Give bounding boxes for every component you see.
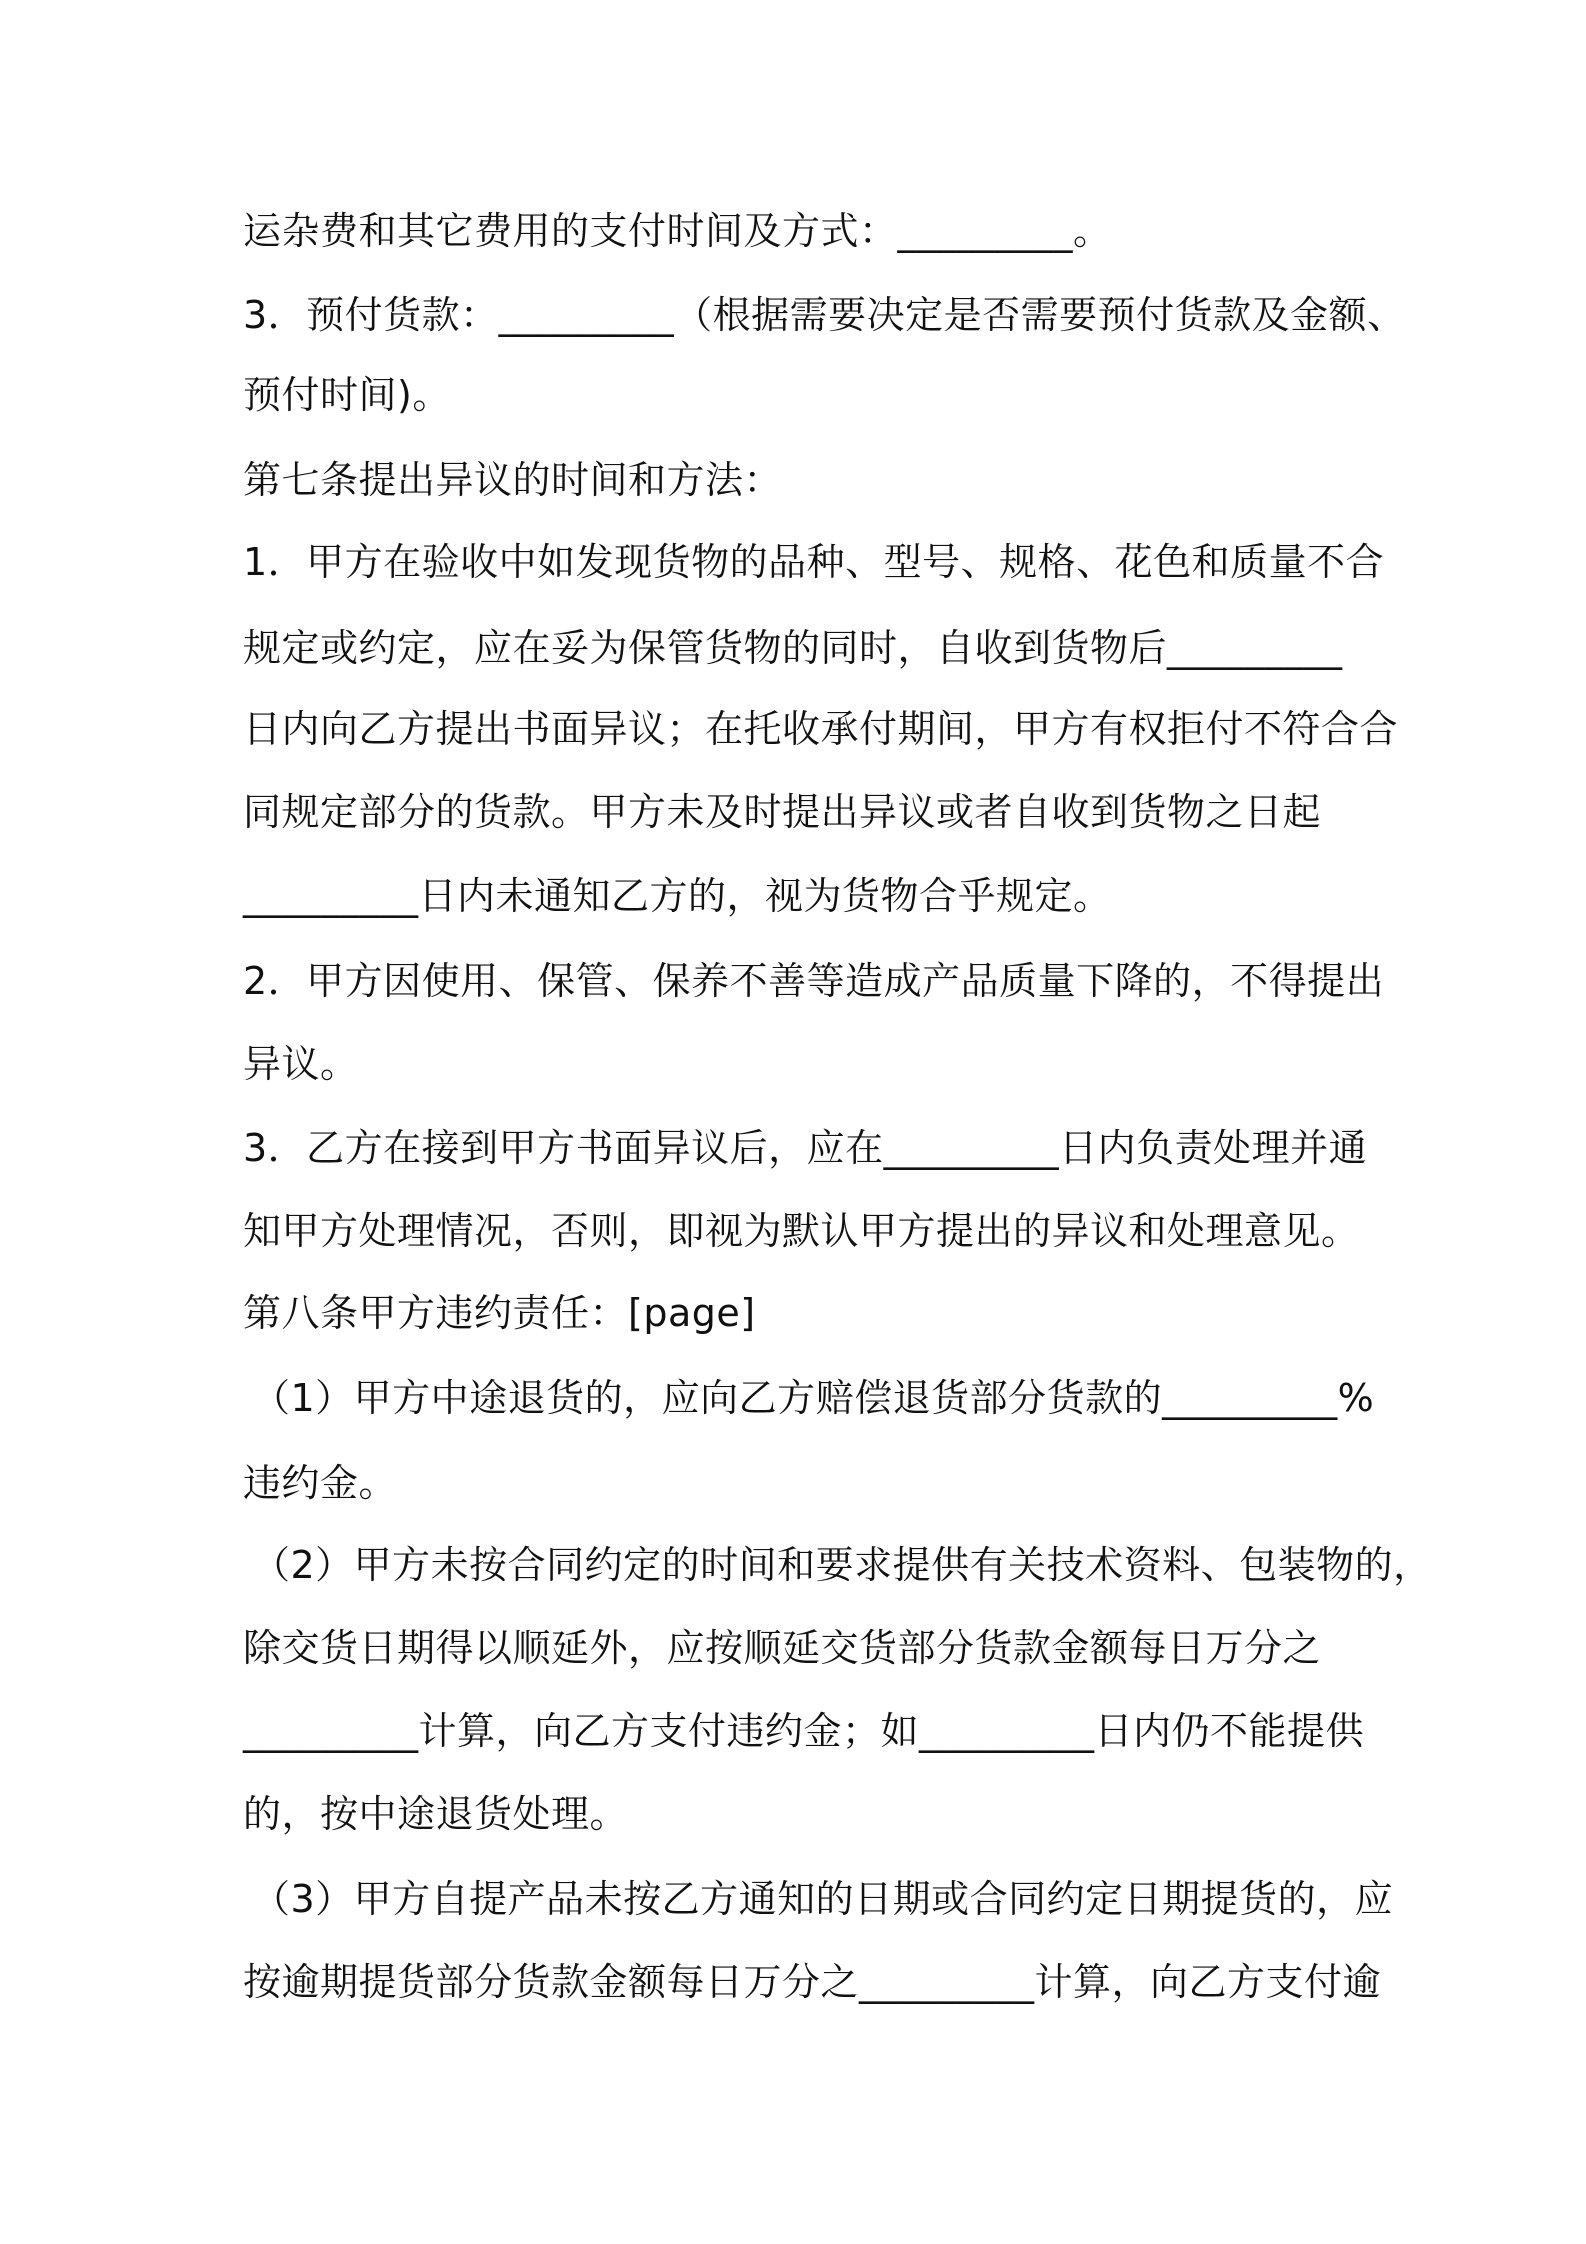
section-heading: 第八条甲方违约责任：[page] (243, 1291, 756, 1335)
text-line: （3）甲方自提产品未按乙方通知的日期或合同约定日期提货的，应 (252, 1877, 1394, 1921)
text-line: 3．乙方在接到甲方书面异议后，应在_________日内负责处理并通 (243, 1126, 1368, 1170)
text-line: 异议。 (243, 1042, 359, 1086)
text-line: 3．预付货款：_________（根据需要决定是否需要预付货款及金额、 (243, 293, 1406, 337)
text-line: 除交货日期得以顺延外，应按顺延交货部分货款金额每日万分之 (243, 1626, 1322, 1670)
text-line: （1）甲方中途退货的，应向乙方赔偿退货部分货款的_________% (252, 1376, 1375, 1420)
text-line: 知甲方处理情况，否则，即视为默认甲方提出的异议和处理意见。 (243, 1209, 1360, 1253)
text-line: 运杂费和其它费用的支付时间及方式：_________。 (243, 209, 1112, 253)
text-line: （2）甲方未按合同约定的时间和要求提供有关技术资料、包装物的， (252, 1543, 1432, 1587)
text-line: 同规定部分的货款。甲方未及时提出异议或者自收到货物之日起 (243, 790, 1322, 834)
text-line: 2．甲方因使用、保管、保养不善等造成产品质量下降的，不得提出 (243, 959, 1385, 1003)
text-line: 1．甲方在验收中如发现货物的品种、型号、规格、花色和质量不合 (243, 540, 1385, 584)
text-line: 的，按中途退货处理。 (243, 1792, 629, 1836)
text-line: 日内向乙方提出书面异议；在托收承付期间，甲方有权拒付不符合合 (243, 707, 1399, 751)
text-line: 规定或约定，应在妥为保管货物的同时，自收到货物后_________ (243, 626, 1343, 670)
text-line: _________计算，向乙方支付违约金；如_________日内仍不能提供 (243, 1709, 1365, 1753)
text-line: 预付时间)。 (243, 373, 451, 417)
text-line: 违约金。 (243, 1461, 398, 1505)
text-line: _________日内未通知乙方的，视为货物合乎规定。 (243, 874, 1112, 918)
section-heading: 第七条提出异议的时间和方法： (243, 458, 783, 502)
text-line: 按逾期提货部分货款金额每日万分之_________计算，向乙方支付逾 (243, 1960, 1382, 2004)
